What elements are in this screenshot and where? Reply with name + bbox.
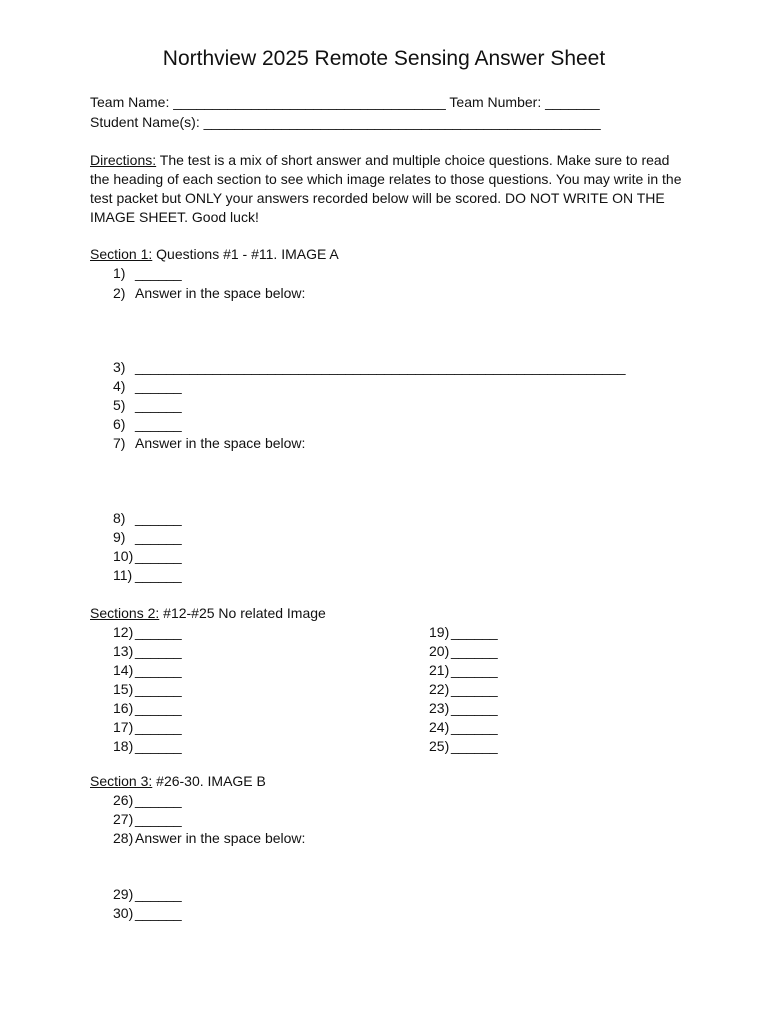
- question-number: 19): [429, 624, 450, 640]
- answer-blank[interactable]: ______: [135, 567, 182, 583]
- answer-blank[interactable]: ______: [135, 738, 182, 754]
- team-number-field[interactable]: _______: [545, 94, 600, 110]
- question-number: 3): [113, 359, 126, 375]
- answer-blank[interactable]: ______: [135, 529, 182, 545]
- question-2: [113, 284, 305, 303]
- question-1: [113, 264, 182, 283]
- answer-blank[interactable]: ______: [135, 643, 182, 659]
- question-number: 26): [113, 792, 134, 808]
- question-25: [429, 737, 498, 756]
- question-29: [113, 885, 182, 904]
- question-3: [113, 358, 626, 377]
- question-27: [113, 810, 182, 829]
- team-info-line: [90, 93, 600, 112]
- question-9: [113, 528, 182, 547]
- question-23: [429, 699, 498, 718]
- answer-space-instruction: Answer in the space below:: [135, 285, 306, 301]
- section-2-text: #12-#25 No related Image: [159, 605, 326, 621]
- question-30: [113, 904, 182, 923]
- student-names-field[interactable]: ___________________________________________________: [203, 114, 601, 130]
- answer-blank[interactable]: ______: [451, 624, 498, 640]
- team-name-field[interactable]: ___________________________________: [173, 94, 446, 110]
- section-2-heading: [90, 604, 326, 623]
- answer-blank[interactable]: ______: [135, 886, 182, 902]
- question-28: [113, 829, 305, 848]
- section-1-label: Section 1:: [90, 246, 153, 262]
- directions-text: The test is a mix of short answer and multiple choice questions. Make sure to read the heading of each section to see which image relates to those questions. You may write in the test packet but ONLY your answers recorded below will be scored. DO NOT WRITE ON THE IMAGE SHEET. Good luck!: [90, 152, 682, 225]
- section-2-label: Sections 2:: [90, 605, 160, 621]
- question-7: [113, 434, 305, 453]
- question-number: 9): [113, 529, 126, 545]
- question-number: 8): [113, 510, 126, 526]
- question-number: 25): [429, 738, 450, 754]
- answer-blank[interactable]: ______: [135, 700, 182, 716]
- question-number: 23): [429, 700, 450, 716]
- question-number: 5): [113, 397, 126, 413]
- question-number: 11): [113, 567, 133, 583]
- question-number: 10): [113, 548, 134, 564]
- question-number: 29): [113, 886, 134, 902]
- question-number: 24): [429, 719, 450, 735]
- question-number: 17): [113, 719, 134, 735]
- long-answer-blank[interactable]: _______________________________________________________________: [135, 359, 626, 375]
- question-6: [113, 415, 182, 434]
- team-name-label: Team Name:: [90, 94, 170, 110]
- question-11: [113, 566, 182, 585]
- question-13: [113, 642, 182, 661]
- question-19: [429, 623, 498, 642]
- question-number: 13): [113, 643, 134, 659]
- question-4: [113, 377, 182, 396]
- answer-blank[interactable]: ______: [135, 378, 182, 394]
- question-15: [113, 680, 182, 699]
- question-number: 28): [113, 830, 134, 846]
- team-number-label: Team Number:: [449, 94, 542, 110]
- answer-blank[interactable]: ______: [451, 719, 498, 735]
- directions-paragraph: [90, 151, 690, 227]
- question-number: 14): [113, 662, 134, 678]
- answer-blank[interactable]: ______: [135, 548, 182, 564]
- answer-blank[interactable]: ______: [135, 397, 182, 413]
- question-12: [113, 623, 182, 642]
- answer-blank[interactable]: ______: [451, 681, 498, 697]
- answer-space-instruction: Answer in the space below:: [135, 830, 306, 846]
- question-number: 30): [113, 905, 134, 921]
- question-number: 18): [113, 738, 134, 754]
- question-number: 7): [113, 435, 126, 451]
- answer-blank[interactable]: ______: [135, 662, 182, 678]
- question-number: 16): [113, 700, 134, 716]
- answer-blank[interactable]: ______: [135, 681, 182, 697]
- answer-blank[interactable]: ______: [135, 265, 182, 281]
- directions-label: Directions:: [90, 152, 157, 168]
- question-number: 21): [429, 662, 450, 678]
- answer-blank[interactable]: ______: [451, 700, 498, 716]
- question-26: [113, 791, 182, 810]
- answer-blank[interactable]: ______: [135, 510, 182, 526]
- answer-blank[interactable]: ______: [451, 662, 498, 678]
- question-number: 12): [113, 624, 134, 640]
- answer-blank[interactable]: ______: [135, 624, 182, 640]
- question-number: 22): [429, 681, 450, 697]
- question-17: [113, 718, 182, 737]
- student-info-line: [90, 113, 601, 132]
- answer-blank[interactable]: ______: [451, 643, 498, 659]
- answer-blank[interactable]: ______: [135, 792, 182, 808]
- section-3-label: Section 3:: [90, 773, 153, 789]
- question-number: 20): [429, 643, 450, 659]
- question-16: [113, 699, 182, 718]
- answer-blank[interactable]: ______: [135, 811, 182, 827]
- question-number: 2): [113, 285, 126, 301]
- answer-blank[interactable]: ______: [451, 738, 498, 754]
- question-18: [113, 737, 182, 756]
- question-5: [113, 396, 182, 415]
- page-title: Northview 2025 Remote Sensing Answer Sheet: [162, 47, 606, 70]
- section-3-heading: [90, 772, 266, 791]
- section-1-heading: [90, 245, 339, 264]
- question-number: 27): [113, 811, 134, 827]
- answer-blank[interactable]: ______: [135, 719, 182, 735]
- section-3-text: #26-30. IMAGE B: [152, 773, 266, 789]
- section-1-text: Questions #1 - #11. IMAGE A: [152, 246, 339, 262]
- answer-space-instruction: Answer in the space below:: [135, 435, 306, 451]
- student-names-label: Student Name(s):: [90, 114, 200, 130]
- question-number: 1): [113, 265, 126, 281]
- question-20: [429, 642, 498, 661]
- question-24: [429, 718, 498, 737]
- question-22: [429, 680, 498, 699]
- answer-blank[interactable]: ______: [135, 905, 182, 921]
- question-number: 15): [113, 681, 134, 697]
- question-number: 4): [113, 378, 126, 394]
- question-21: [429, 661, 498, 680]
- answer-blank[interactable]: ______: [135, 416, 182, 432]
- question-14: [113, 661, 182, 680]
- question-8: [113, 509, 182, 528]
- question-number: 6): [113, 416, 126, 432]
- question-10: [113, 547, 182, 566]
